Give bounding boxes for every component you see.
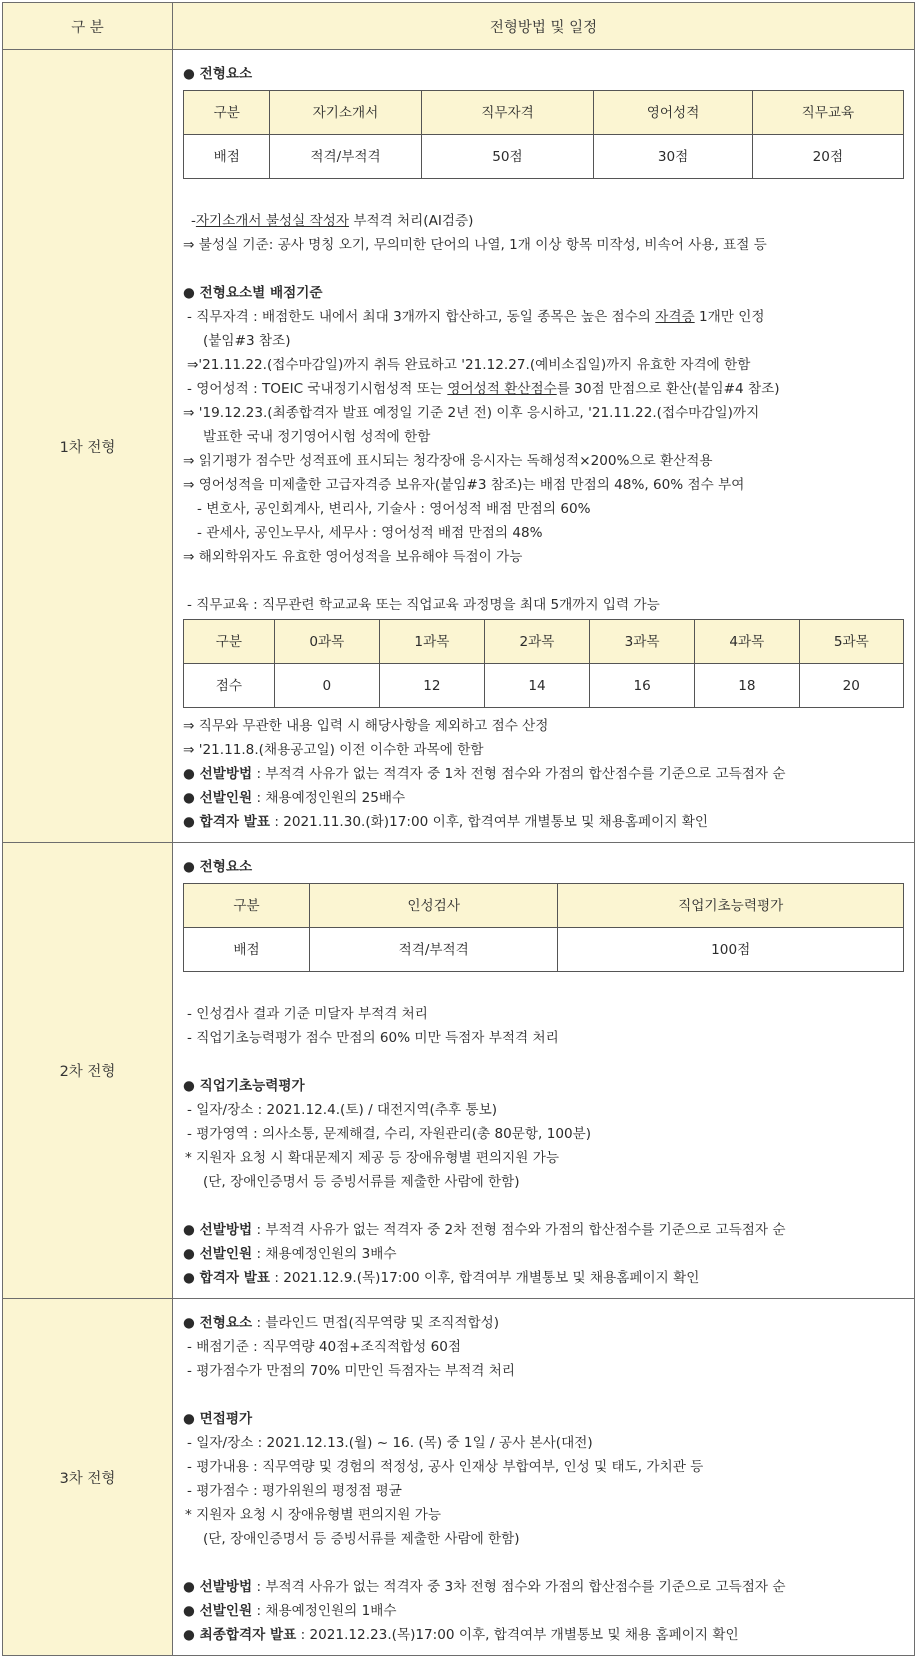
stage2-ncs-title: ● 직업기초능력평가	[183, 1078, 305, 1094]
stage3-eval-content: - 평가내용 : 직무역량 및 경험의 적정성, 공사 인재상 부합여부, 인성 및 태도, 가치관 등	[187, 1459, 704, 1475]
table-header: 영어성적	[594, 91, 752, 135]
stage1-content	[173, 50, 915, 843]
table-cell: 배점	[184, 928, 310, 972]
stage1-selection-method: ● 선발방법 : 부적격 사유가 없는 적격자 중 1차 전형 점수와 가점의 합산점수를 기준으로 고득점자 순	[183, 766, 786, 782]
stage2-ncs-note: - 직업기초능력평가 점수 만점의 60% 미만 득점자 부적격 처리	[187, 1030, 559, 1046]
stage3-disqualify-note: - 평가점수가 만점의 70% 미만인 득점자는 부적격 처리	[187, 1363, 515, 1379]
stage3-scoring-basis: - 배점기준 : 직무역량 40점+조직적합성 60점	[187, 1339, 462, 1355]
scoring-qualification-validity: ⇒'21.11.22.(접수마감일)까지 취득 완료하고 '21.12.27.(예비소집일)까지 유효한 자격에 한함	[187, 357, 751, 373]
stage2-label: 2차 전형	[3, 843, 173, 1299]
table-cell: 배점	[184, 135, 270, 179]
stage3-label: 3차 전형	[3, 1299, 173, 1656]
stage2-selection-method: ● 선발방법 : 부적격 사유가 없는 적격자 중 2차 전형 점수와 가점의 합산점수를 기준으로 고득점자 순	[183, 1222, 786, 1238]
header-method: 전형방법 및 일정	[173, 3, 915, 50]
table-cell: 14	[484, 664, 589, 708]
scoring-english: - 영어성적 : TOEIC 국내정기시험성적 또는 영어성적 환산점수를 30점 만점으로 환산(붙임#4 참조)	[187, 381, 780, 397]
scoring-job-qualification: - 직무자격 : 배점한도 내에서 최대 3개까지 합산하고, 동일 종목은 높은 점수의 자격증 1개만 인정	[187, 309, 765, 325]
education-date-note: ⇒ '21.11.8.(채용공고일) 이전 이수한 과목에 한함	[183, 742, 484, 758]
table-header: 인성검사	[310, 884, 558, 928]
table-header: 1과목	[379, 620, 484, 664]
table-header: 직업기초능력평가	[558, 884, 904, 928]
table-cell: 0	[274, 664, 379, 708]
stage1-selection-count: ● 선발인원 : 채용예정인원의 25배수	[183, 790, 406, 806]
stage1-scoring-title: ● 전형요소별 배점기준	[183, 285, 323, 301]
table-header: 구분	[184, 884, 310, 928]
table-header: 직무자격	[421, 91, 594, 135]
stage1-elements-table	[183, 90, 904, 179]
stage3-date-place: - 일자/장소 : 2021.12.13.(월) ~ 16. (목) 중 1일 / 공사 본사(대전)	[187, 1435, 593, 1451]
stage3-accommodation-cont: (단, 장애인증명서 등 증빙서류를 제출한 사람에 한함)	[203, 1531, 520, 1547]
table-cell: 20	[799, 664, 903, 708]
table-cell: 50점	[421, 135, 594, 179]
table-cell: 20점	[752, 135, 903, 179]
scoring-job-qualification-ref: (붙임#3 참조)	[203, 333, 291, 349]
scoring-cert-48: - 관세사, 공인노무사, 세무사 : 영어성적 배점 만점의 48%	[197, 525, 543, 541]
stage2-elements-title: ● 전형요소	[183, 859, 253, 875]
note-ai-verification: -자기소개서 불성실 작성자 부적격 처리(AI검증)	[191, 213, 474, 229]
scoring-overseas-degree: ⇒ 해외학위자도 유효한 영어성적을 보유해야 득점이 가능	[183, 549, 523, 565]
stage3-content	[173, 1299, 915, 1656]
table-header: 5과목	[799, 620, 903, 664]
stage2-selection-count: ● 선발인원 : 채용예정인원의 3배수	[183, 1246, 397, 1262]
stage2-elements-table	[183, 883, 904, 972]
stage3-eval-score: - 평가점수 : 평가위원의 평정점 평균	[187, 1483, 402, 1499]
table-header: 자기소개서	[270, 91, 421, 135]
stage2-eval-area: - 평가영역 : 의사소통, 문제해결, 수리, 자원관리(총 80문항, 100분)	[187, 1126, 592, 1142]
education-irrelevant-note: ⇒ 직무와 무관한 내용 입력 시 해당사항을 제외하고 점수 산정	[183, 718, 549, 734]
table-header: 구분	[184, 91, 270, 135]
stage1-elements-title: ● 전형요소	[183, 66, 253, 82]
stage1-announcement: ● 합격자 발표 : 2021.11.30.(화)17:00 이후, 합격여부 개별통보 및 채용홈페이지 확인	[183, 814, 709, 830]
table-cell: 적격/부적격	[310, 928, 558, 972]
table-cell: 30점	[594, 135, 752, 179]
stage2-accommodation: * 지원자 요청 시 확대문제지 제공 등 장애유형별 편의지원 가능	[185, 1150, 559, 1166]
stage3-interview-title: ● 면접평가	[183, 1411, 253, 1427]
table-header: 0과목	[274, 620, 379, 664]
table-cell: 점수	[184, 664, 275, 708]
table-cell: 100점	[558, 928, 904, 972]
table-header: 3과목	[590, 620, 695, 664]
note-insincere-criteria: ⇒ 불성실 기준: 공사 명칭 오기, 무의미한 단어의 나열, 1개 이상 항목 미작성, 비속어 사용, 표절 등	[183, 237, 767, 253]
table-header: 2과목	[484, 620, 589, 664]
table-cell: 12	[379, 664, 484, 708]
stage3-accommodation: * 지원자 요청 시 장애유형별 편의지원 가능	[185, 1507, 441, 1523]
stage3-announcement: ● 최종합격자 발표 : 2021.12.23.(목)17:00 이후, 합격여부 개별통보 및 채용 홈페이지 확인	[183, 1627, 739, 1643]
stage2-accommodation-cont: (단, 장애인증명서 등 증빙서류를 제출한 사람에 한함)	[203, 1174, 520, 1190]
scoring-job-education: - 직무교육 : 직무관련 학교교육 또는 직업교육 과정명을 최대 5개까지 입력 가능	[187, 597, 660, 613]
stage3-selection-method: ● 선발방법 : 부적격 사유가 없는 적격자 중 3차 전형 점수와 가점의 합산점수를 기준으로 고득점자 순	[183, 1579, 786, 1595]
stage3-elements: ● 전형요소 : 블라인드 면접(직무역량 및 조직적합성)	[183, 1315, 500, 1331]
table-cell: 18	[695, 664, 799, 708]
scoring-advanced-cert: ⇒ 영어성적을 미제출한 고급자격증 보유자(붙임#3 참조)는 배점 만점의 48%, 60% 점수 부여	[183, 477, 745, 493]
table-header: 구분	[184, 620, 275, 664]
stage1-label: 1차 전형	[3, 50, 173, 843]
scoring-english-period: ⇒ '19.12.23.(최종합격자 발표 예정일 기준 2년 전) 이후 응시하고, '21.11.22.(접수마감일)까지	[183, 405, 760, 421]
stage2-content	[173, 843, 915, 1299]
table-header: 4과목	[695, 620, 799, 664]
table-cell: 16	[590, 664, 695, 708]
stage2-date-place: - 일자/장소 : 2021.12.4.(토) / 대전지역(추후 통보)	[187, 1102, 497, 1118]
scoring-cert-60: - 변호사, 공인회계사, 변리사, 기술사 : 영어성적 배점 만점의 60%	[197, 501, 591, 517]
table-cell: 적격/부적격	[270, 135, 421, 179]
stage2-announcement: ● 합격자 발표 : 2021.12.9.(목)17:00 이후, 합격여부 개별통보 및 채용홈페이지 확인	[183, 1270, 700, 1286]
header-category: 구 분	[3, 3, 173, 50]
table-header: 직무교육	[752, 91, 903, 135]
stage1-education-table	[183, 619, 904, 708]
scoring-english-period-cont: 발표한 국내 정기영어시험 성적에 한함	[203, 429, 431, 445]
stage2-personality-note: - 인성검사 결과 기준 미달자 부적격 처리	[187, 1006, 428, 1022]
selection-process-table	[2, 2, 915, 1656]
scoring-hearing-impaired: ⇒ 읽기평가 점수만 성적표에 표시되는 청각장애 응시자는 독해성적×200%으로 환산적용	[183, 453, 713, 469]
stage3-selection-count: ● 선발인원 : 채용예정인원의 1배수	[183, 1603, 397, 1619]
